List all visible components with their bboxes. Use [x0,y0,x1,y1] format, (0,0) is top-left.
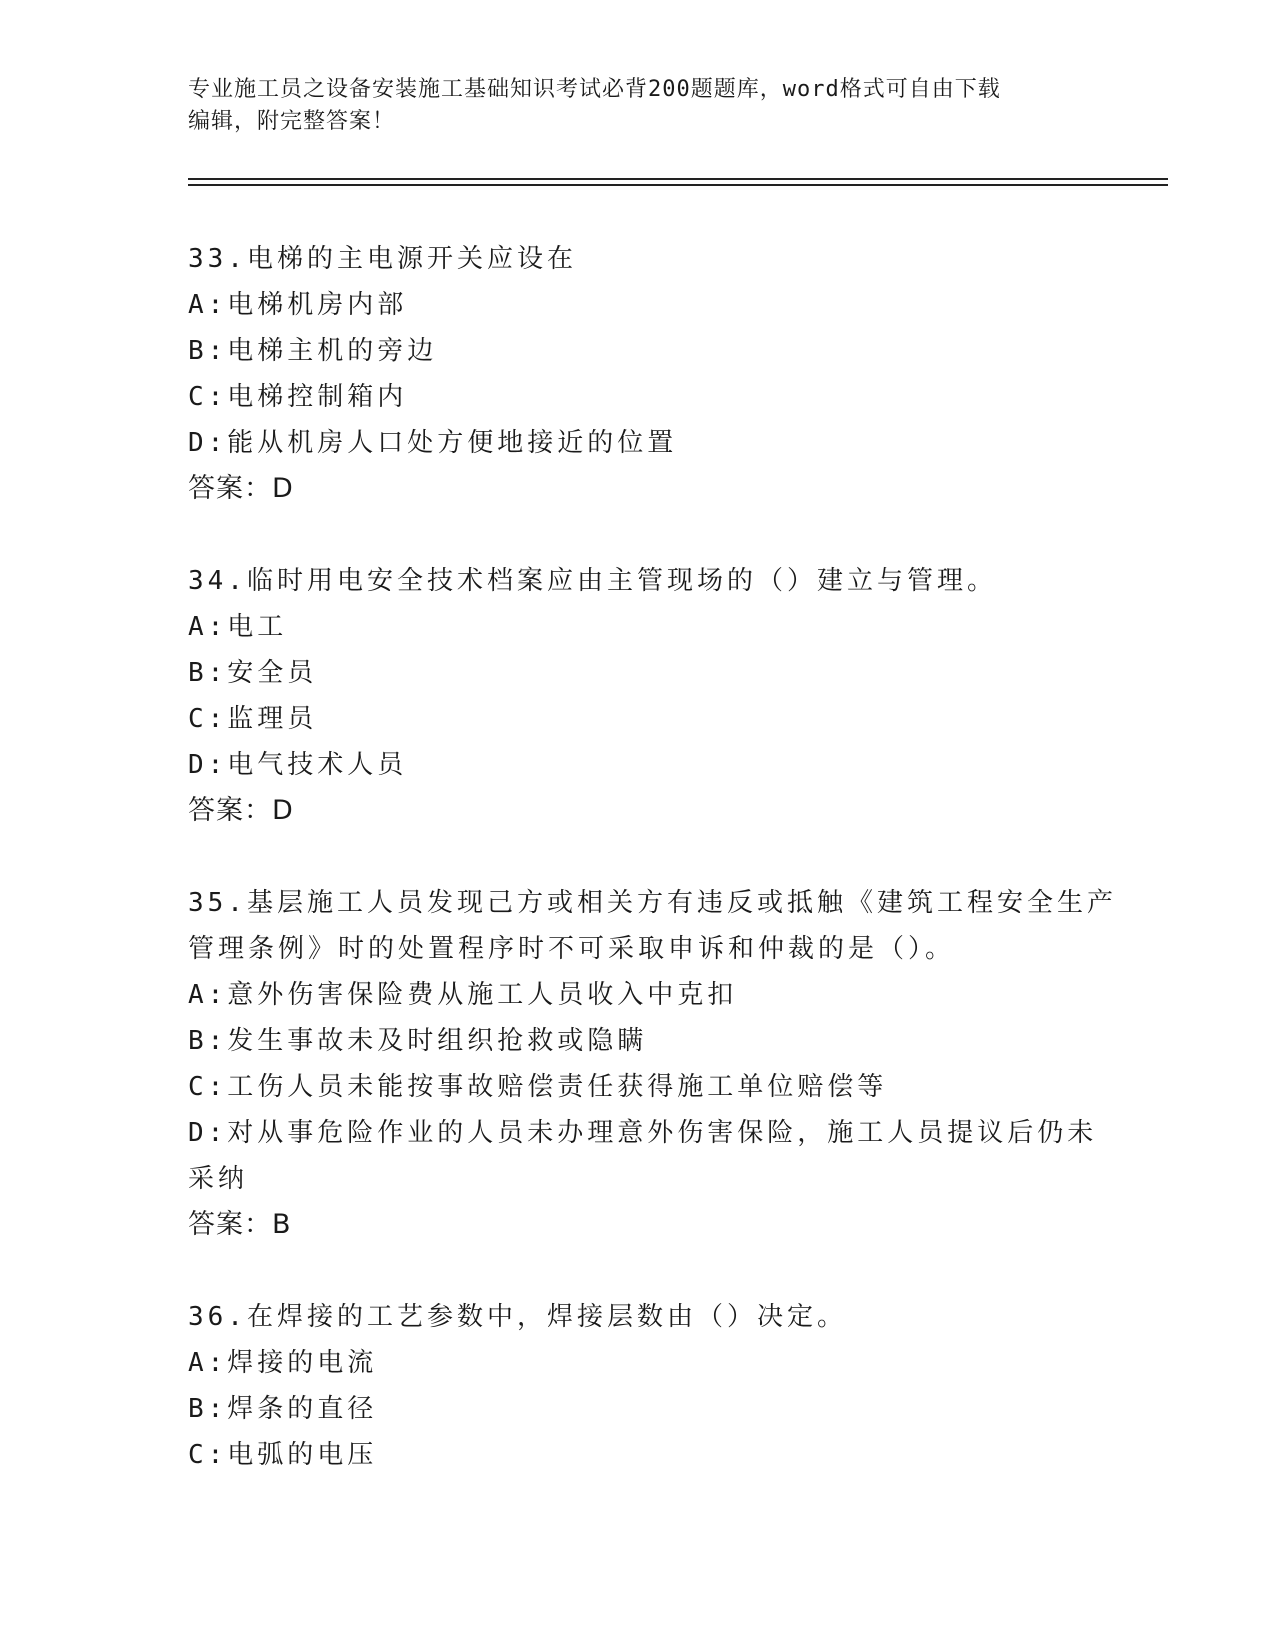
option-b: B:焊条的直径 [188,1394,378,1424]
header-divider-bottom [188,184,1168,186]
option-a: A:电梯机房内部 [188,290,408,320]
option-d: D:电气技术人员 [188,750,408,780]
option-c: C:监理员 [188,704,318,734]
question-stem: 33.电梯的主电源开关应设在 [188,244,577,274]
question-stem-line-2: 管理条例》时的处置程序时不可采取申诉和仲裁的是（）。 [188,934,956,964]
option-d: D:能从机房人口处方便地接近的位置 [188,428,678,458]
header-line-1: 专业施工员之设备安装施工基础知识考试必背200题题库，word格式可自由下载 [188,77,1001,102]
question-36 [188,1294,1088,1478]
answer-line: 答案：B [188,1209,292,1240]
question-stem-line-1: 35.基层施工人员发现己方或相关方有违反或抵触《建筑工程安全生产 [188,888,1117,918]
header-divider-top [188,178,1168,180]
option-a: A:电工 [188,612,288,642]
question-34 [188,558,1088,834]
answer-line: 答案：D [188,473,294,504]
question-stem: 34.临时用电安全技术档案应由主管现场的（）建立与管理。 [188,566,997,596]
question-stem: 36.在焊接的工艺参数中，焊接层数由（）决定。 [188,1302,847,1332]
answer-line: 答案：D [188,795,294,826]
option-c: C:工伤人员未能按事故赔偿责任获得施工单位赔偿等 [188,1072,888,1102]
option-d: D:对从事危险作业的人员未办理意外伤害保险，施工人员提议后仍未 [188,1118,1098,1148]
option-c: C:电梯控制箱内 [188,382,408,412]
question-35 [188,880,1117,1248]
option-a: A:焊接的电流 [188,1348,378,1378]
option-d-continued: 采纳 [188,1164,249,1194]
option-b: B:安全员 [188,658,318,688]
option-b: B:发生事故未及时组织抢救或隐瞒 [188,1026,648,1056]
document-header [188,74,1068,138]
option-c: C:电弧的电压 [188,1440,378,1470]
question-33 [188,236,1088,512]
option-a: A:意外伤害保险费从施工人员收入中克扣 [188,980,738,1010]
option-b: B:电梯主机的旁边 [188,336,438,366]
header-line-2: 编辑，附完整答案！ [188,109,396,134]
